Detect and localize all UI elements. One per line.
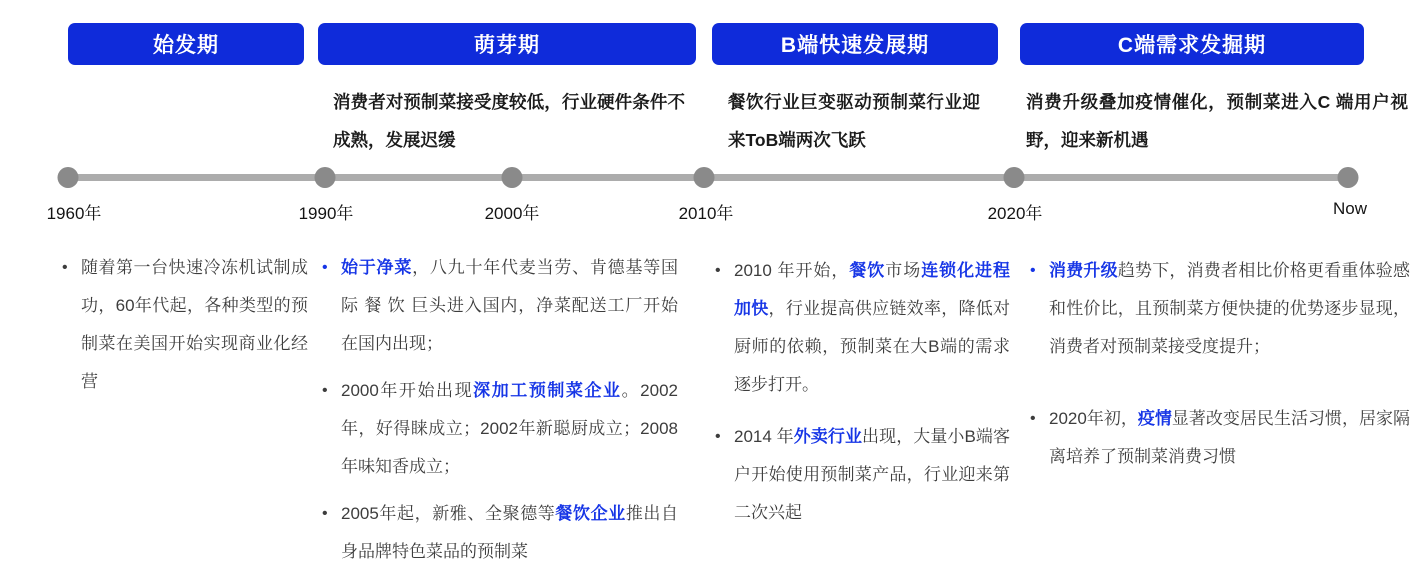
highlighted-text: 始于净菜 <box>341 258 413 277</box>
phase-header-c-side-demand: C端需求发掘期 <box>1020 23 1364 65</box>
phase-header-budding: 萌芽期 <box>318 23 696 65</box>
phase-header-b-side-growth: B端快速发展期 <box>712 23 998 65</box>
timeline-dot-1990 <box>315 167 336 188</box>
phase-bullets-b-side-growth <box>713 252 1010 546</box>
year-label-2010: 2010年 <box>678 204 734 223</box>
timeline-dot-now <box>1338 167 1359 188</box>
year-label-now: Now <box>1332 199 1368 218</box>
phase-bullets-initial <box>60 249 308 401</box>
highlighted-text: 外卖行业 <box>793 427 863 446</box>
timeline-dot-2020 <box>1004 167 1025 188</box>
highlighted-text: 消费升级 <box>1049 261 1118 280</box>
phase-subtitle-budding: 消费者对预制菜接受度较低，行业硬件条件不成熟，发展迟缓 <box>333 92 685 150</box>
timeline-dot-2010 <box>694 167 715 188</box>
highlighted-text: 餐饮企业 <box>555 504 626 523</box>
phase-subtitle-b-side: 餐饮行业巨变驱动预制菜行业迎来ToB端两次飞跃 <box>728 92 980 150</box>
bullet-item: • 消费升级趋势下，消费者相比价格更看重体验感和性价比，且预制菜方便快捷的优势逐步显现，消费者对预制菜接受度提升； <box>1028 252 1410 366</box>
phase-bullets-c-side-demand <box>1028 252 1410 510</box>
timeline-dot-1960 <box>58 167 79 188</box>
year-label-2000: 2000年 <box>484 204 540 223</box>
bullet-item: • 2014 年外卖行业出现，大量小B端客户开始使用预制菜产品，行业迎来第二次兴起 <box>713 418 1010 532</box>
timeline-dot-2000 <box>502 167 523 188</box>
year-label-2020: 2020年 <box>987 204 1043 223</box>
phase-bullets-budding <box>320 249 678 580</box>
bullet-item: • 2010 年开始，餐饮市场连锁化进程加快，行业提高供应链效率，降低对厨师的依赖，预制菜在大B端的需求逐步打开。 <box>713 252 1010 404</box>
bullet-item: • 2000年开始出现深加工预制菜企业。2002年，好得睐成立；2002年新聪厨成立；2008年味知香成立； <box>320 372 678 486</box>
highlighted-text: 疫情 <box>1137 409 1172 428</box>
phase-header-initial: 始发期 <box>68 23 304 65</box>
highlighted-text: 餐饮 <box>849 261 886 280</box>
highlighted-text: 连锁化进程加快 <box>734 261 1011 318</box>
bullet-item: • 2005年起，新雅、全聚德等餐饮企业推出自身品牌特色菜品的预制菜 <box>320 495 678 571</box>
phase-subtitle-c-side: 消费升级叠加疫情催化，预制菜进入C 端用户视野，迎来新机遇 <box>1026 92 1408 150</box>
bullet-item: • 随着第一台快速冷冻机试制成功，60年代起，各种类型的预制菜在美国开始实现商业化经营 <box>60 249 308 401</box>
bullet-item: • 2020年初，疫情显著改变居民生活习惯，居家隔离培养了预制菜消费习惯 <box>1028 400 1410 476</box>
highlighted-text: 深加工预制菜企业 <box>473 381 622 400</box>
year-label-1960: 1960年 <box>46 204 102 223</box>
bullet-item: • 始于净菜，八九十年代麦当劳、肯德基等国际 餐 饮 巨头进入国内，净菜配送工厂开始在国内出现； <box>320 249 678 363</box>
year-label-1990: 1990年 <box>298 204 354 223</box>
